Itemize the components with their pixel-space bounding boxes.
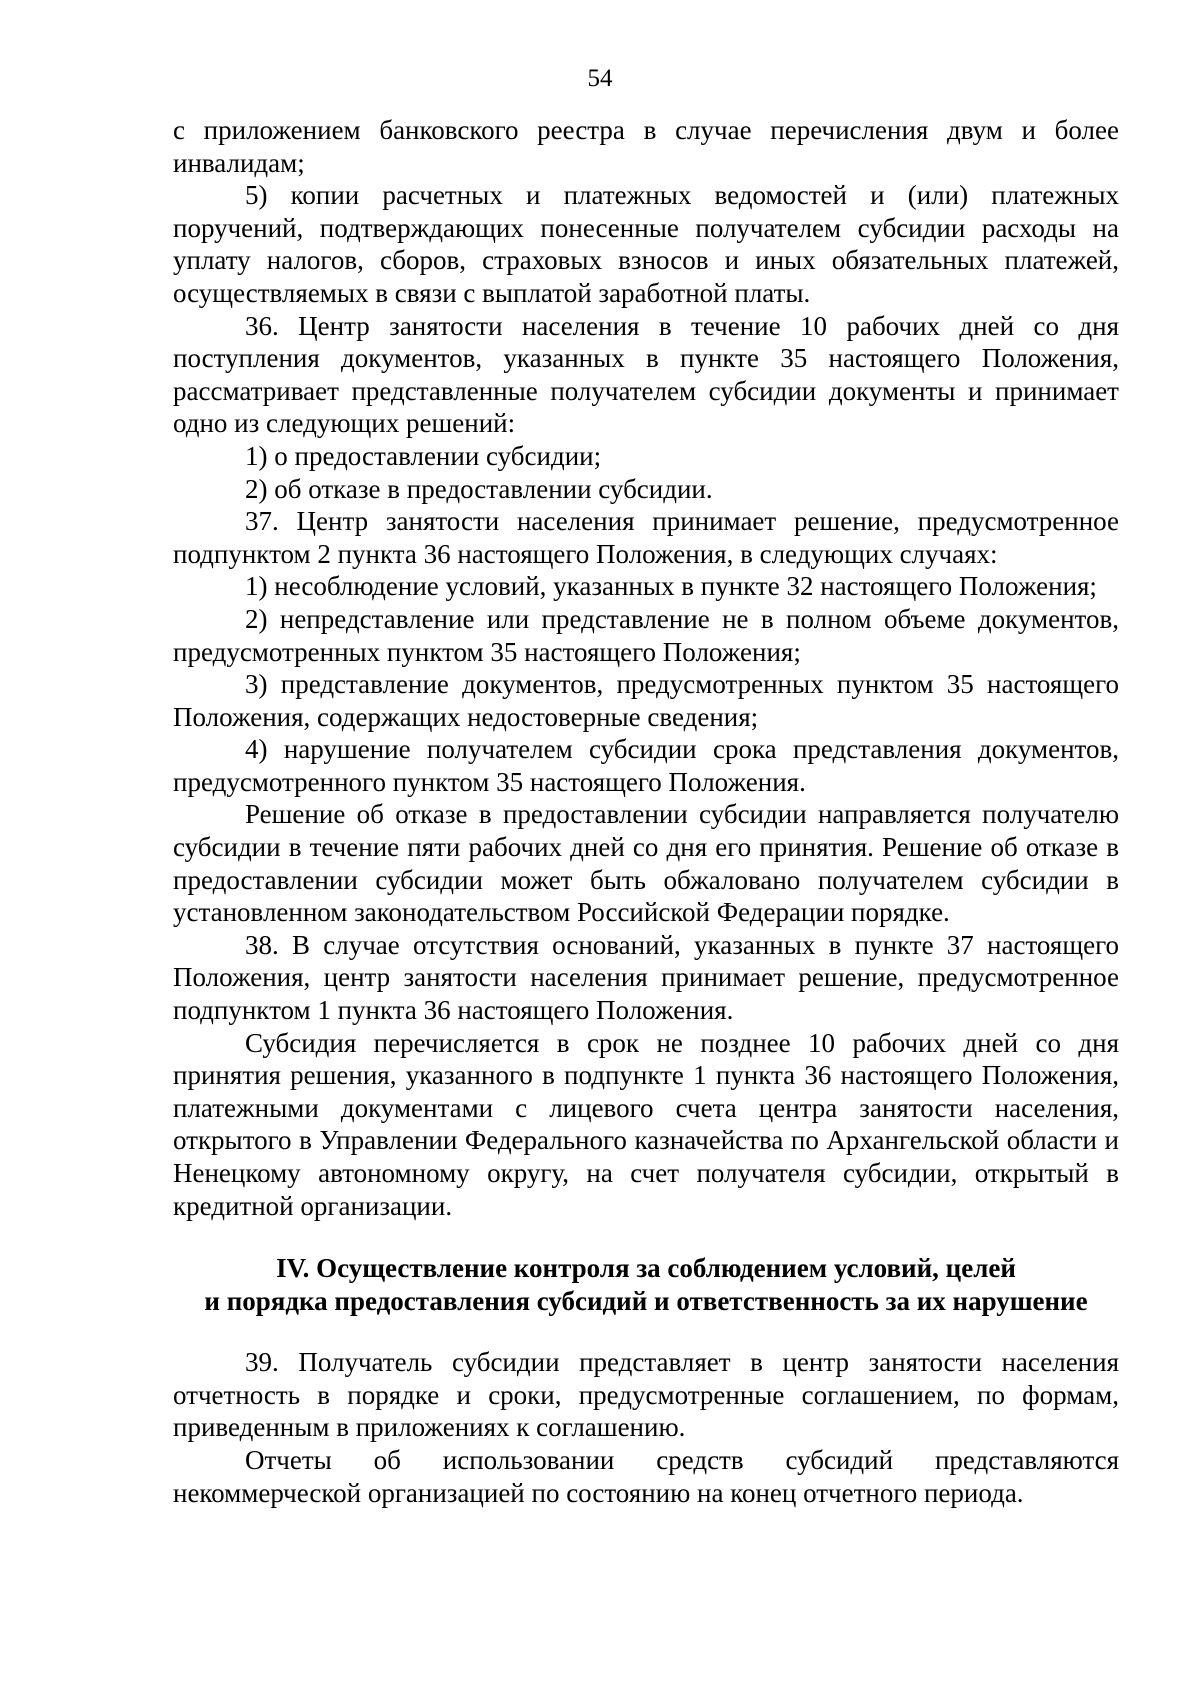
document-body xyxy=(173,114,1119,1509)
paragraph: 39. Получатель субсидии представляет в центр занятости населения отчетность в порядке и сроки, предусмотренные соглашением, по формам, приведенным в приложениях к соглашению. xyxy=(173,1347,1119,1443)
paragraph: Субсидия перечисляется в срок не позднее 10 рабочих дней со дня принятия решения, указанного в подпункте 1 пункта 36 настоящего Положения, платежными документами с лицевого счета центра занятости населения, открытого в Управлении Федерального казначейства по Архангельской области и Ненецкому автономному округу, на счет получателя субсидии, открытый в кредитной организации. xyxy=(173,1027,1119,1221)
paragraph: 1) о предоставлении субсидии; xyxy=(245,440,602,471)
section-heading-line: IV. Осуществление контроля за соблюдением условий, целей xyxy=(276,1253,1016,1284)
paragraph: 38. В случае отсутствия оснований, указанных в пункте 37 настоящего Положения, центр занятости населения принимает решение, предусмотренное подпунктом 1 пункта 36 настоящего Положения. xyxy=(173,929,1119,1026)
paragraph: Отчеты об использовании средств субсидий представляются некоммерческой организацией по состоянию на конец отчетного периода. xyxy=(173,1444,1119,1508)
paragraph: с приложением банковского реестра в случае перечисления двум и более инвалидам; xyxy=(173,115,1119,178)
paragraph: 5) копии расчетных и платежных ведомостей и (или) платежных поручений, подтверждающих понесенные получателем субсидии расходы на уплату налогов, сборов, страховых взносов и иных обязательных платежей, осуществляемых в связи с выплатой заработной платы. xyxy=(173,180,1119,308)
paragraph: Решение об отказе в предоставлении субсидии направляется получателю субсидии в течение пяти рабочих дней со дня его принятия. Решение об отказе в предоставлении субсидии может быть обжаловано получателем субсидии в установленном законодательством Российской Федерации порядке. xyxy=(173,799,1119,928)
paragraph: 2) об отказе в предоставлении субсидии. xyxy=(245,473,713,504)
paragraph: 1) несоблюдение условий, указанных в пункте 32 настоящего Положения; xyxy=(245,571,1097,602)
paragraph: 3) представление документов, предусмотренных пунктом 35 настоящего Положения, содержащих недостоверные сведения; xyxy=(173,669,1119,732)
paragraph: 4) нарушение получателем субсидии срока представления документов, предусмотренного пунктом 35 настоящего Положения. xyxy=(173,734,1119,797)
page-number: 54 xyxy=(587,65,613,92)
section-heading-line: и порядка предоставления субсидий и ответственность за их нарушение xyxy=(204,1286,1088,1317)
paragraph: 2) непредставление или представление не в полном объеме документов, предусмотренных пунктом 35 настоящего Положения; xyxy=(173,603,1119,667)
paragraph: 36. Центр занятости населения в течение 10 рабочих дней со дня поступления документов, указанных в пункте 35 настоящего Положения, рассматривает представленные получателем субсидии документы и принимает одно из следующих решений: xyxy=(173,310,1119,439)
paragraph: 37. Центр занятости населения принимает решение, предусмотренное подпунктом 2 пункта 36 настоящего Положения, в следующих случаях: xyxy=(173,506,1119,569)
section-heading xyxy=(173,1252,1119,1318)
